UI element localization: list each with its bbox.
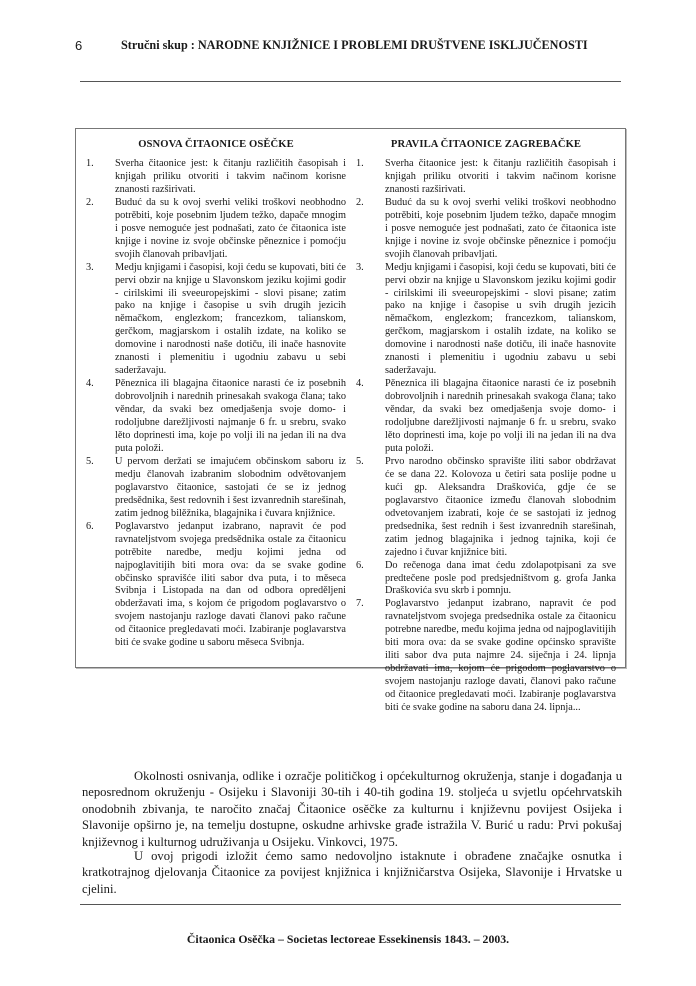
item-number: 3.	[356, 261, 364, 273]
left-list	[86, 158, 346, 650]
item-number: 2.	[356, 196, 364, 208]
item-text: Buduć da su k ovoj sverhi veliki troškovi neobhodno potrěbiti, koje posebnim ljudem težko, dapače mnogim i posve nemoguće jest podnašati, zato će čitaonica iste knjige i novine iz svoje občinske pěneznice i pomoćju svojih članovah pribavljati.	[385, 196, 616, 260]
left-column-title: OSNOVA ČITAONICE OSĚČKE	[138, 139, 294, 150]
header-rule	[80, 81, 621, 82]
list-item	[86, 158, 346, 197]
item-number: 6.	[356, 559, 364, 571]
paragraph-text: U ovoj prigodi izložit ćemo samo nedovoljno istaknute i obrađene značajke osnutka i kratkotrajnog djelovanja Čitaonice za povijest knjižnica i knjižničarstva Osijeka, Slavonije i Hrvatske u cjelini.	[82, 849, 622, 896]
item-number: 4.	[356, 378, 364, 390]
item-text: Buduć da su k ovoj sverhi veliki troškovi neobhodno potrěbiti, koje posebnim ljudem težko, dapače mnogim i posve nemoguće jest podnašati, zato će čitaonica iste knjige i novine iz svoje občinske pěneznice i pomoćju svojih članovah pribavljati.	[115, 196, 346, 260]
paragraph-text: Okolnosti osnivanja, odlike i ozračje političkog i općekulturnog okruženja, stanje i događanja u neposrednom okruženju - Osijeku i Slavoniji 30-tih i 40-tih godina 19. stoljeća u svjetlu općehrvatskih onodobnih zbivanja, te naročito značaj Čitaonice osěčke za kulturnu i književnu povijest Osijeka i Slavonije opširno je, na temelju dostupne, oskudne arhivske građe istražila V. Burić u radu: Prvi pokušaj književnog i kulturnog udruživanja u Osijeku. Vinkovci, 1975.	[82, 769, 622, 849]
list-item	[86, 197, 346, 262]
item-number: 6.	[86, 520, 94, 532]
left-column	[86, 139, 346, 650]
list-item	[356, 158, 616, 197]
item-text: Prvo narodno občinsko spravište iliti sabor obdržavat će se dana 22. Kolovoza u četiri sata poslije podne u kući gp. Aleksandra Draškovića, gdje će se poglavarstvo čitaonice između članovah slobodnim odvetovanjem izabrati, koje će se sastojati iz jednog predsednika, šest rednih i šest izvanrednih starešinah, zatim jednog blagajnika i jednog tajnika, koji će zajedno i čuvar knjižnice biti.	[385, 455, 616, 558]
page-number: 6	[75, 38, 83, 53]
body-paragraph	[82, 768, 622, 850]
right-column-title: PRAVILA ČITAONICE ZAGREBAČKE	[390, 139, 582, 150]
item-text: Do rečenoga dana imat ćedu zdolapotpisani za sve predtečene posle pod predsjedništvom g. grofa Janka Draškovića svu skrb i pomnju.	[385, 559, 616, 597]
list-item	[86, 456, 346, 521]
item-text: Poglavarstvo jedanput izabrano, napravit će pod ravnateljstvom svojega predsědnika ostale za čitaonicu potrěbite naredbe, medju kojimi jedna od najpoglavitijih biti mora ova: da se svake godine občinsko spravišće iliti sabor dva puta, i to měseca Svibnja i Listopada na dan od odbora opreděljeni obderžavati ima, s kojom će prigodom poglavarstvo o svojem nastojanju razloge davati članovi pako račune od čitaonice pregledavati moći. Izabiranje poglavarstva biti će svake godine u saboru měseca Svibnja.	[115, 520, 346, 649]
footer-text: Čitaonica Osěčka – Societas lectoreae Essekinensis 1843. – 2003.	[186, 932, 510, 946]
item-number: 3.	[86, 261, 94, 273]
comparison-box	[75, 128, 626, 714]
item-text: Sverha čitaonice jest: k čitanju različitih časopisah i knjigah priliku otvoriti i takvim načinom korisne znanosti razširivati.	[385, 158, 616, 195]
list-item	[86, 521, 346, 651]
item-text: Pěneznica ili blagajna čitaonice narasti će iz posebnih dobrovoljnih i narednih prinesakah svakoga člana; tako věndar, da svaki bez omedjašenja svoje domo- i rodoljubne darežljivosti najmanje 6 fr. u srebru, svako lěto doprinesti ima, koje po volji ili na jedan ili na dva puta položi.	[385, 378, 616, 454]
item-text: U pervom deržati se imajućem občinskom saboru iz medju članovah izabranim slobodnim odvětovanjem poglavarstvo čitaonice, sastojati će se iz jednog predsědnika, šest redovnih i šest izvanrednih starešinah, zatim jednog bilěžnika, blagajnika i čuvara knjižnice.	[115, 455, 346, 519]
running-title: Stručni skup : NARODNE KNJIŽNICE I PROBLEMI DRUŠTVENE ISKLJUČENOSTI	[121, 38, 588, 52]
list-item	[356, 262, 616, 379]
list-item	[356, 378, 616, 456]
right-list	[356, 158, 616, 715]
item-text: Pěneznica ili blagajna čitaonice narasti će iz posebnih dobrovoljnih i narednih prinesakah svakoga člana; tako věndar, da svaki bez omedjašenja svoje domo- i rodoljubne darežljivosti najmanje 6 fr. u srebru, svako lěto doprinesti ima, koje po volji ili na jedan ili na dva puta položi.	[115, 378, 346, 454]
footer-rule	[80, 904, 621, 905]
item-number: 1.	[86, 158, 94, 169]
list-item	[86, 262, 346, 379]
item-number: 2.	[86, 196, 94, 208]
list-item	[356, 456, 616, 560]
item-number: 1.	[356, 158, 364, 169]
item-text: Medju knjigami i časopisi, koji ćedu se kupovati, biti će pervi obzir na knjige u Slavonskom jeziku kojimi godir - cirilskimi ili sveeuropejskimi - slovi pisane; zatim pako na knjige i časopise u svih drugih jezicih němačkom, englezkom; francezkom, talianskom, gerčkom, magjarskom i ostalih izdate, na koliko se domovine i narodnosti naše dotiču, ili inače hasnovite znanosti i plemenitiu i ugodniu zabavu u sebi saderžavaju.	[385, 261, 616, 377]
right-column	[356, 139, 616, 715]
item-number: 7.	[356, 598, 364, 610]
list-item	[356, 197, 616, 262]
item-text: Sverha čitaonice jest: k čitanju različitih časopisah i knjigah priliku otvoriti i takvim načinom korisne znanosti razširivati.	[115, 158, 346, 195]
item-number: 5.	[356, 455, 364, 467]
item-number: 5.	[86, 455, 94, 467]
item-text: Medju knjigami i časopisi, koji ćedu se kupovati, biti će pervi obzir na knjige u Slavonskom jeziku kojimi godir - cirilskimi ili sveeuropejskimi - slovi pisane; zatim pako na knjige i časopise u svih drugih jezicih němačkom, englezkom; francezkom, talianskom, gerčkom, magjarskom i ostalih izdate, na koliko se domovine i narodnosti naše dotiču, ili inače hasnovite znanosti i plemenitiu i ugodniu zabavu u sebi saderžavaju.	[115, 261, 346, 377]
list-item	[86, 378, 346, 456]
list-item	[356, 598, 616, 715]
item-text: Poglavarstvo jedanput izabrano, napravit će pod ravnateljstvom svojega predsednika ostale za čitaonicu potrebne naredbe, među kojima jedna od najpoglavitijih biti mora ova: da se svake godine općinsko spravište iliti sabor dva puta najmre 24. siječnja i 24. lipnja obdržavati ima, kojom će prigodom poglavarstvo o svojem nastojanju razloge davati, članovi pako račune od čitaonice pregledavati moći. Izabiranje poglavarstva biti će svake godine na saboru dana 24. lipnja...	[385, 598, 616, 714]
item-number: 4.	[86, 378, 94, 390]
list-item	[356, 560, 616, 599]
body-paragraph	[82, 848, 622, 897]
